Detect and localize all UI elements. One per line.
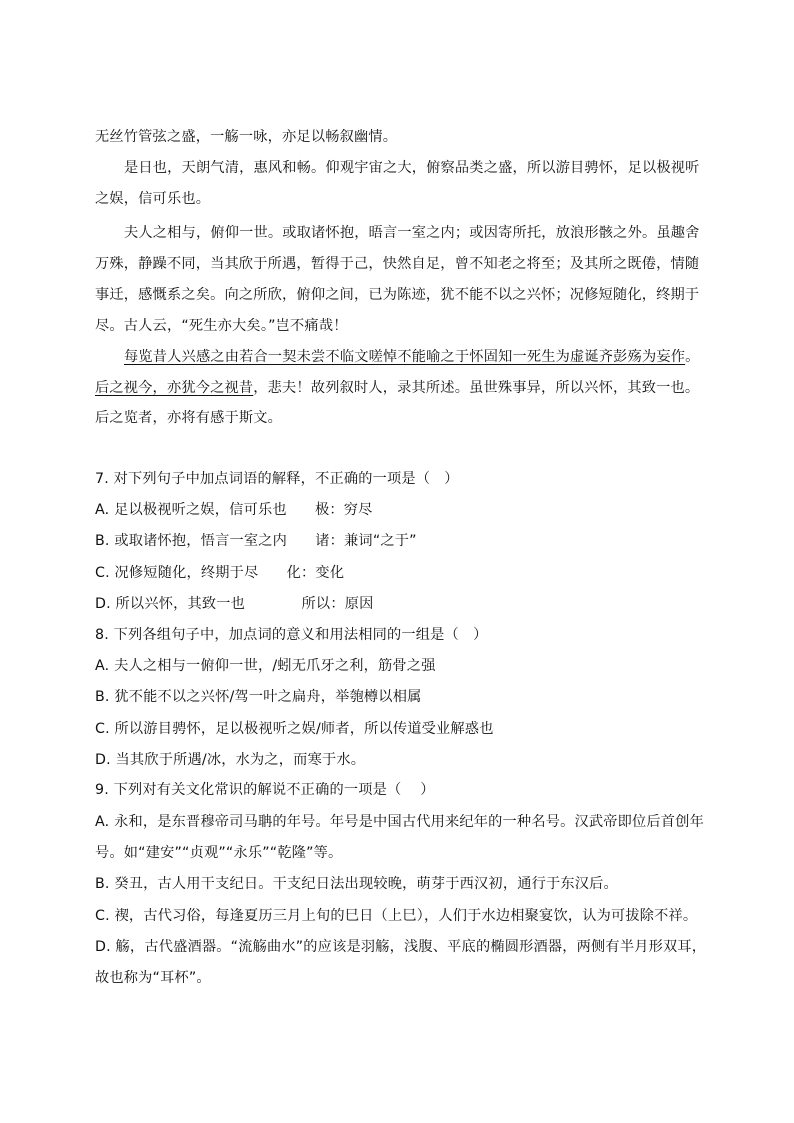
passage-text: 无丝竹管弦之盛，一觞一咏，亦足以畅叙幽情。 [95, 129, 398, 145]
passage-text: 是日也，天朗气清，惠风和畅。仰观宇宙之大，俯察品类之盛，所以游目骋怀，足以极视听 [124, 160, 700, 176]
question-text: B. 或取诸怀抱，悟言一室之内 诸：兼词“之于” [95, 533, 417, 549]
passage-line [95, 285, 699, 305]
question-text: 9. 下列对有关文化常识的解说不正确的一项是（ ） [95, 782, 435, 798]
passage-line [95, 254, 699, 274]
passage-line [124, 223, 700, 243]
question-line [95, 906, 697, 926]
question-text: D. 觞，古代盛酒器。“流觞曲水”的应该是羽觞，浅腹、平底的椭圆形酒器，两侧有半月形双耳， [95, 939, 707, 955]
passage-line [95, 408, 282, 428]
passage-line [95, 316, 348, 336]
question-text: 8. 下列各组句子中，加点词的意义和用法相同的一组是（ ） [95, 627, 488, 643]
passage-text: 万殊，静躁不同，当其欣于所遇，暂得于己，快然自足，曾不知老之将至；及其所之既倦，情随 [95, 256, 700, 272]
question-line [95, 968, 211, 988]
passage-text: 事迁，感慨系之矣。向之所欣，俯仰之间，已为陈迹，犹不能不以之兴怀；况修短随化，终期于 [95, 287, 700, 303]
question-text: B. 癸丑，古人用干支纪日。干支纪日法出现较晚，萌芽于西汉初，通行于东汉后。 [95, 876, 618, 892]
question-line [95, 594, 374, 614]
question-text: A. 永和，是东晋穆帝司马聃的年号。年号是中国古代用来纪年的一种名号。汉武帝即位后首创年 [95, 814, 704, 830]
question-text: D. 当其欣于所遇/冰，水为之，而寒于水。 [95, 752, 366, 768]
passage-text: 。 [685, 349, 700, 365]
question-text: D. 所以兴怀，其致一也 所以：原因 [95, 596, 374, 612]
question-line [95, 500, 373, 520]
question-line [95, 719, 494, 739]
question-text: 故也称为“耳杯”。 [95, 970, 211, 986]
passage-text: 后之览者，亦将有感于斯文。 [95, 410, 283, 426]
question-text: 号。如“建安”“贞观”“永乐”“乾隆”等。 [95, 845, 343, 861]
question-line [95, 625, 487, 645]
question-line [95, 563, 344, 583]
question-line [95, 780, 435, 800]
question-line [95, 843, 342, 863]
question-line [95, 874, 618, 894]
passage-line [124, 347, 700, 367]
question-line [95, 531, 417, 551]
question-text: A. 夫人之相与一俯仰一世，/蚓无爪牙之利，筋骨之强 [95, 658, 436, 674]
question-text: C. 禊，古代习俗，每逢夏历三月上旬的巳日（上巳），人们于水边相聚宴饮，认为可拔除不祥。 [95, 908, 698, 924]
passage-line [95, 127, 397, 147]
question-text: C. 所以游目骋怀，足以极视听之娱/师者，所以传道受业解惑也 [95, 721, 494, 737]
passage-text: ，悲夫！故列叙时人，录其所述。虽世殊事异，所以兴怀，其致一也。 [253, 380, 700, 396]
question-line [95, 469, 459, 489]
question-line [95, 937, 706, 957]
passage-text: 夫人之相与，俯仰一世。或取诸怀抱，晤言一室之内；或因寄所托，放浪形骸之外。虽趣舍 [124, 225, 700, 241]
question-line [95, 687, 421, 707]
question-text: 7. 对下列句子中加点词语的解释，不正确的一项是（ ） [95, 471, 459, 487]
question-text: B. 犹不能不以之兴怀/驾一叶之扁舟，举匏樽以相属 [95, 689, 422, 705]
passage-text: 之娱，信可乐也。 [95, 191, 211, 207]
question-line [95, 750, 365, 770]
passage-line [95, 378, 699, 398]
passage-text: 尽。古人云，“死生亦大矣。”岂不痛哉！ [95, 318, 348, 334]
question-line [95, 812, 704, 832]
question-text: A. 足以极视听之娱，信可乐也 极：穷尽 [95, 502, 373, 518]
passage-line [124, 158, 700, 178]
question-line [95, 656, 436, 676]
underlined-text: 每览昔人兴感之由若合一契未尝不临文嗟悼不能喻之于怀固知一死生为虚诞齐彭殇为妄作 [124, 349, 686, 365]
question-text: C. 况修短随化，终期于尽 化：变化 [95, 565, 345, 581]
passage-line [95, 189, 210, 209]
underlined-text: 后之视今，亦犹今之视昔 [95, 380, 254, 396]
